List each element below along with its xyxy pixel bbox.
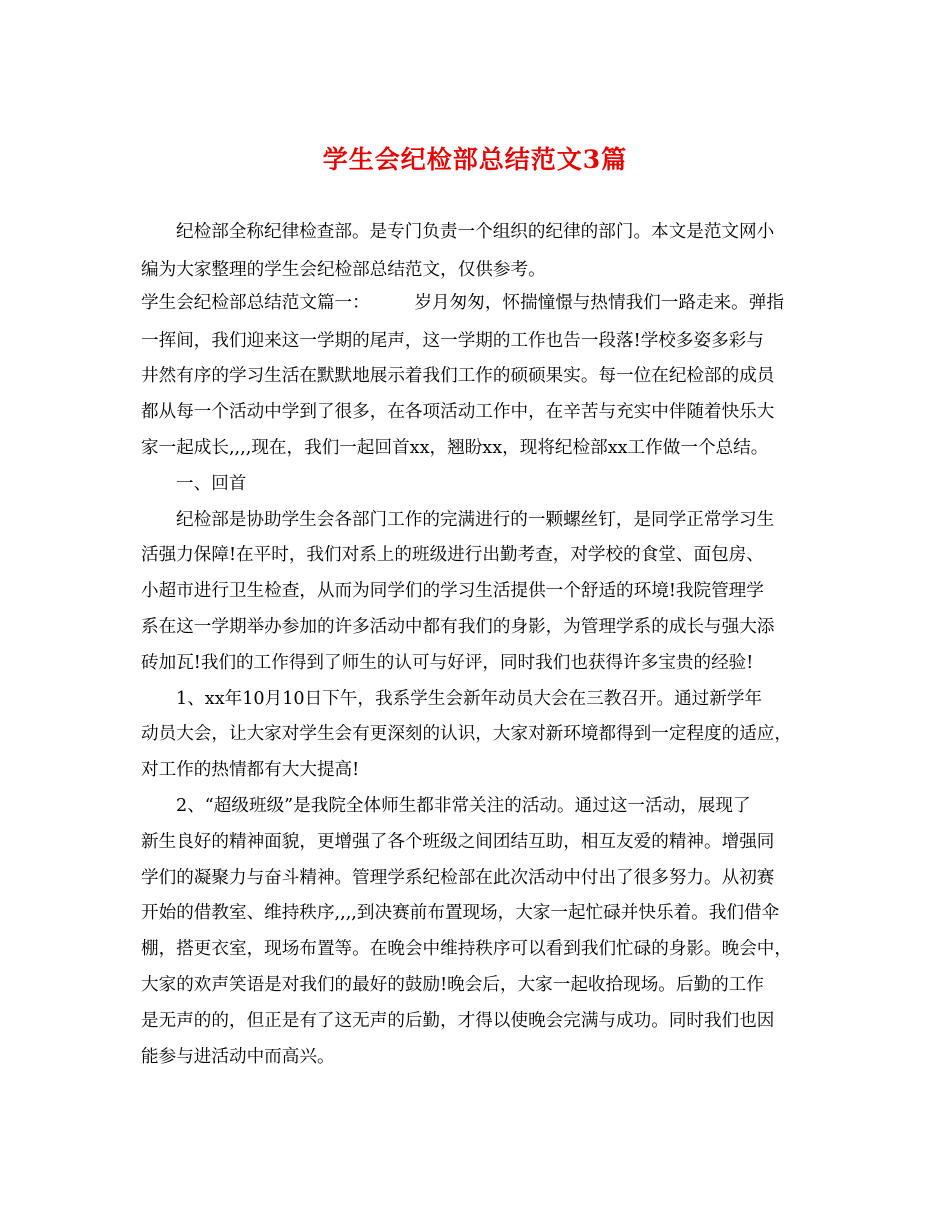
text-line: 纪检部是协助学生会各部门工作的完满进行的一颗螺丝钉，是同学正常学习生 <box>176 510 775 530</box>
text-line: 1、xx年10月10日下午，我系学生会新年动员大会在三教召开。通过新学年 <box>176 689 763 709</box>
document-title: 学生会纪检部总结范文3篇 <box>322 145 628 174</box>
text-line: 能参与进活动中而高兴。 <box>141 1047 335 1067</box>
text-line: 学生会纪检部总结范文篇一： 岁月匆匆，怀揣憧憬与热情我们一路走来。弹指 <box>141 293 784 313</box>
text-line: 小超市进行卫生检查，从而为同学们的学习生活提供一个舒适的环境!我院管理学 <box>141 581 764 601</box>
text-line: 2、“超级班级”是我院全体师生都非常关注的活动。通过这一活动，展现了 <box>176 796 751 816</box>
text-line: 都从每一个活动中学到了很多，在各项活动工作中，在辛苦与充实中伴随着快乐大 <box>141 402 775 422</box>
text-line: 新生良好的精神面貌，更增强了各个班级之间团结互助，相互友爱的精神。增强同 <box>141 832 775 852</box>
text-line: 对工作的热情都有大大提高! <box>141 760 360 780</box>
text-line: 活强力保障!在平时，我们对系上的班级进行出勤考查，对学校的食堂、面包房、 <box>141 545 764 565</box>
text-line: 纪检部全称纪律检查部。是专门负责一个组织的纪律的部门。本文是范文网小 <box>176 222 775 242</box>
text-line: 是无声的的，但正是有了这无声的后勤，才得以使晚会完满与成功。同时我们也因 <box>141 1011 775 1031</box>
text-line: 系在这一学期举办参加的许多活动中都有我们的身影，为管理学系的成长与强大添 <box>141 617 775 637</box>
text-line: 棚，搭更衣室，现场布置等。在晚会中维持秩序可以看到我们忙碌的身影。晚会中， <box>141 939 792 959</box>
text-line: 家一起成长,,,,现在，我们一起回首xx，翘盼xx，现将纪检部xx工作做一个总结。 <box>141 438 769 458</box>
text-line: 编为大家整理的学生会纪检部总结范文，仅供参考。 <box>141 260 546 280</box>
text-line: 大家的欢声笑语是对我们的最好的鼓励!晚会后，大家一起收拾现场。后勤的工作 <box>141 975 764 995</box>
text-line: 动员大会，让大家对学生会有更深刻的认识，大家对新环境都得到一定程度的适应， <box>141 724 792 744</box>
text-line: 一、回首 <box>176 474 247 494</box>
text-line: 开始的借教室、维持秩序,,,,到决赛前布置现场，大家一起忙碌并快乐着。我们借伞 <box>141 903 780 923</box>
text-line: 井然有序的学习生活在默默地展示着我们工作的硕硕果实。每一位在纪检部的成员 <box>141 366 775 386</box>
text-line: 一挥间，我们迎来这一学期的尾声，这一学期的工作也告一段落!学校多姿多彩与 <box>141 331 764 351</box>
text-line: 砖加瓦!我们的工作得到了师生的认可与好评，同时我们也获得许多宝贵的经验! <box>141 653 754 673</box>
text-line: 学们的凝聚力与奋斗精神。管理学系纪检部在此次活动中付出了很多努力。从初赛 <box>141 868 775 888</box>
